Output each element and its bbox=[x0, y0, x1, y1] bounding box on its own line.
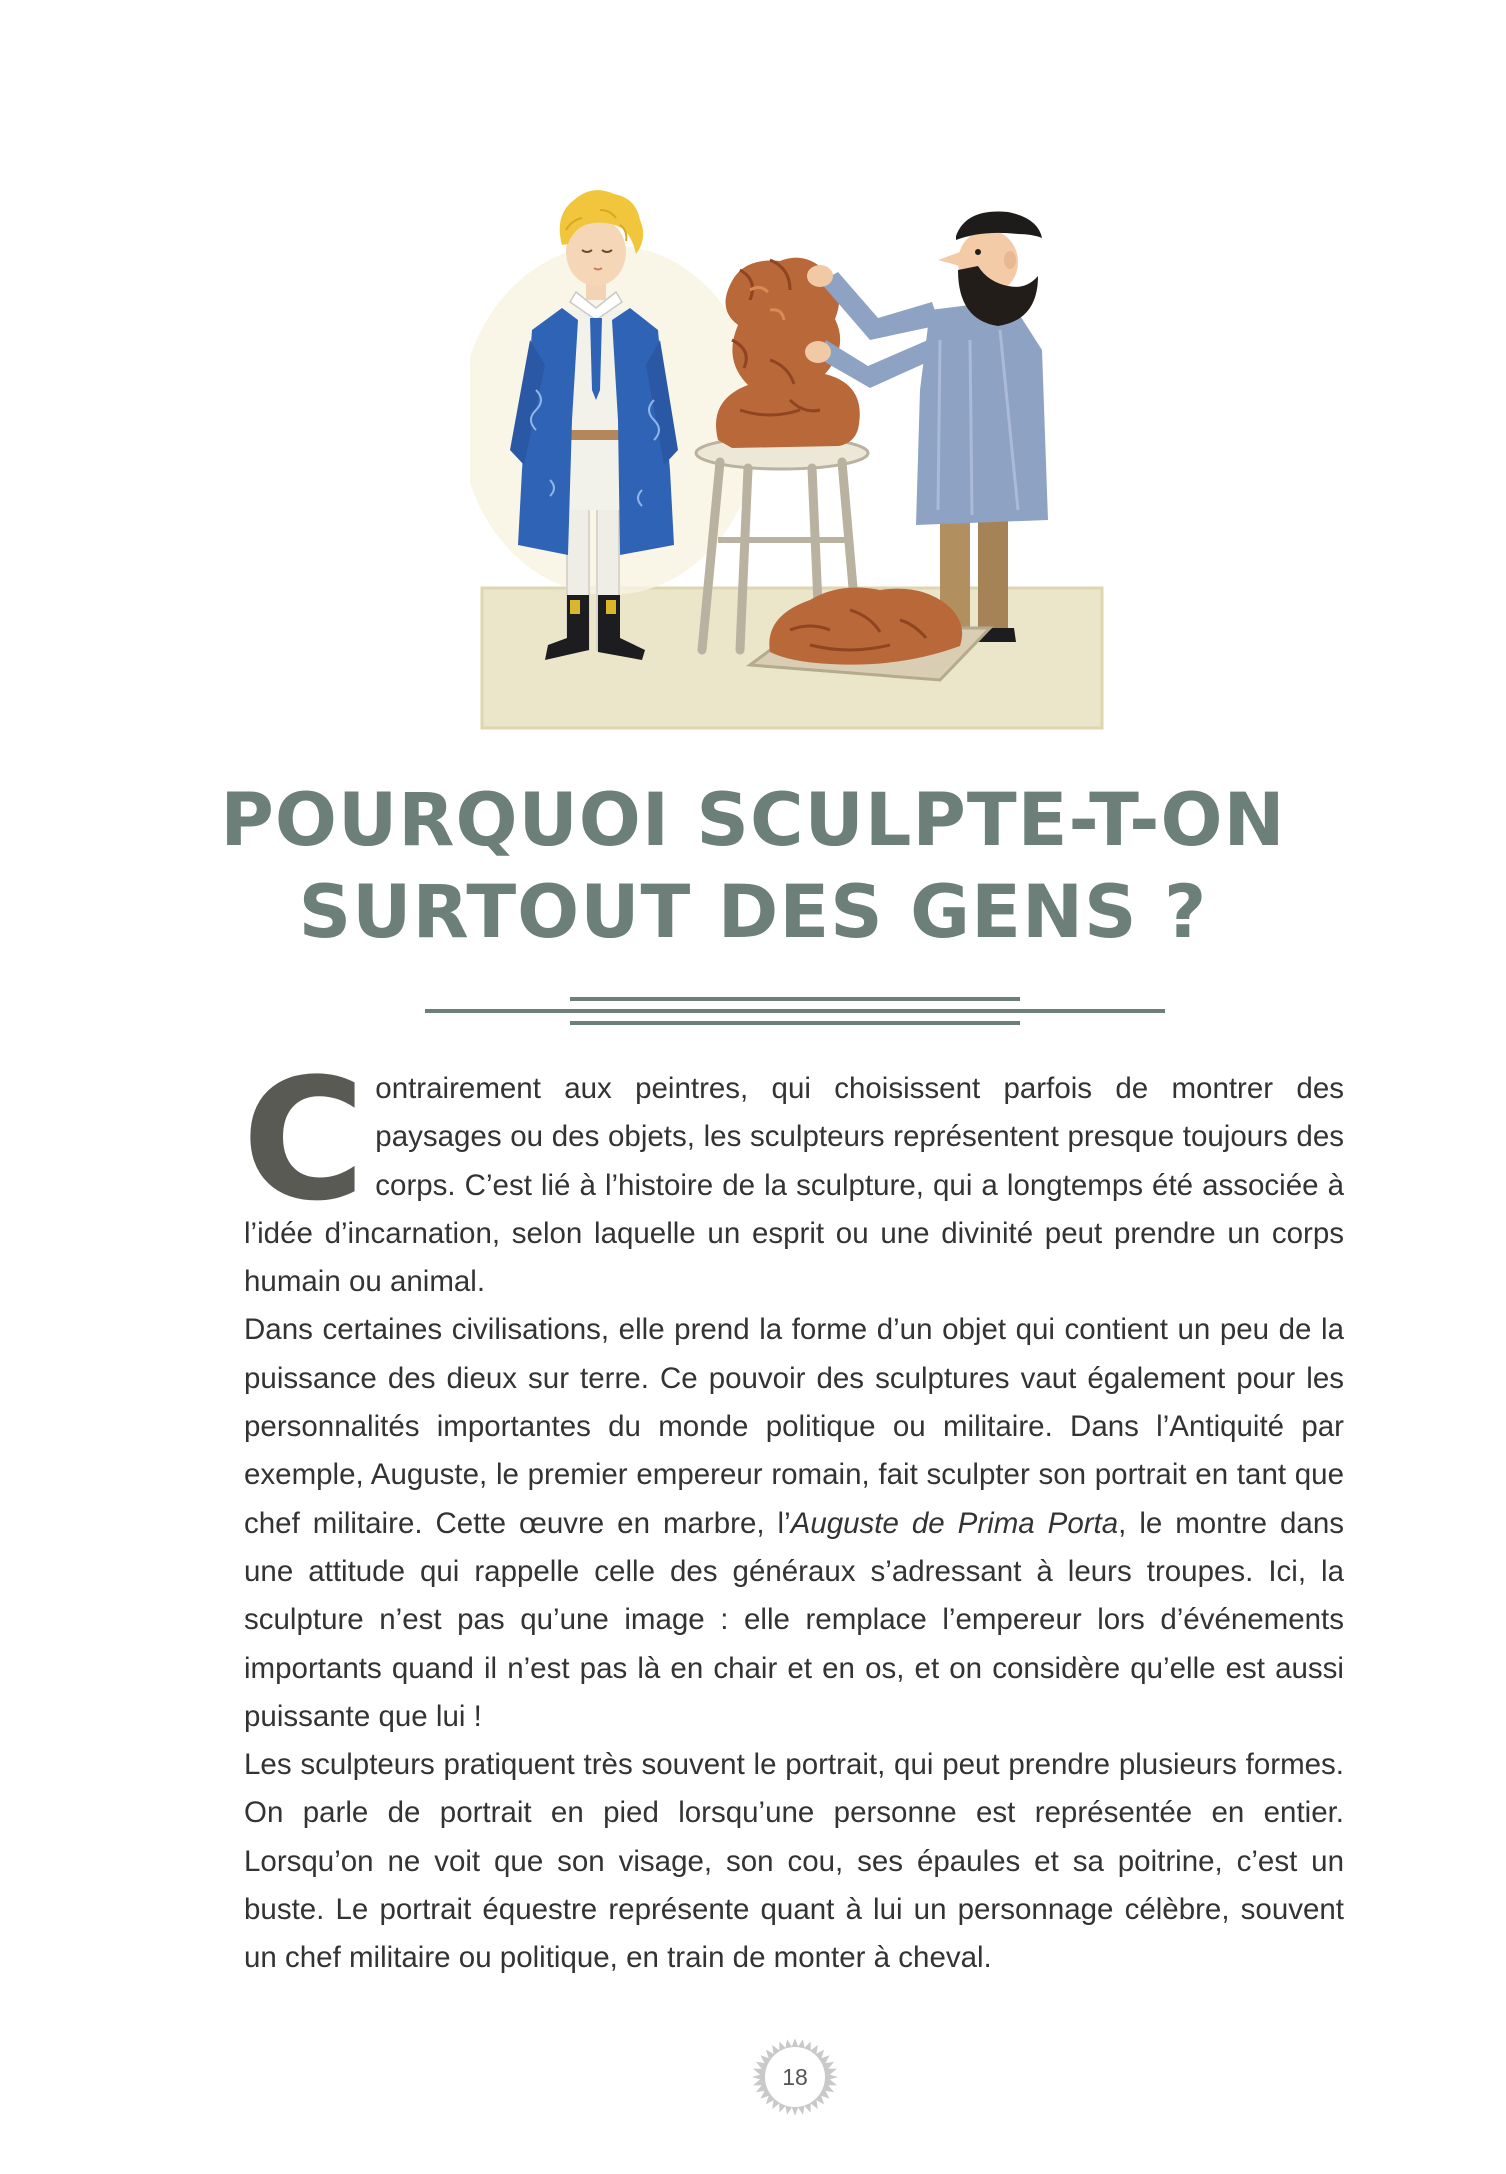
paragraph-2-text-start: Dans certaines civilisations, elle prend la forme d’un objet qui contient un peu de la puissance des dieux sur terre. Ce pouvoir des sculptures vaut également pour les personnalités importantes du monde politique ou militaire. Dans l’Antiquité par exemple, Auguste, le premier empereur romain, fait sculpter son portrait en tant que chef militaire. Cette œuvre en marbre, l’ bbox=[244, 1313, 1344, 1540]
paragraph-2-text-end: , le montre dans une attitude qui rappelle celle des généraux s’adressant à leurs troupes. Ici, la sculpture n’est pas qu’une image : elle remplace l’empereur lors d’événements importants quand il n’est pas là en chair et en os, et on considère qu’elle est aussi puissante que lui ! bbox=[244, 1506, 1344, 1733]
sculptor-illustration bbox=[470, 190, 1110, 740]
page-number-badge bbox=[752, 2034, 838, 2120]
title-line-1: POURQUOI SCULPTE-T-ON bbox=[220, 778, 1286, 863]
artwork-title: Auguste de Prima Porta bbox=[790, 1506, 1119, 1540]
article-body bbox=[242, 1042, 1344, 1983]
drop-cap: C bbox=[242, 1042, 366, 1238]
article-paragraph-2 bbox=[244, 1306, 1344, 1741]
article-paragraph-1 bbox=[242, 1042, 1344, 1306]
title-line-2: SURTOUT DES GENS ? bbox=[298, 870, 1208, 955]
paragraph-1-text: ontrairement aux peintres, qui choisissent parfois de montrer des paysages ou des objets, les sculpteurs représentent presque toujours des corps. C’est lié à l’histoire de la sculpture, qui a longtemps été associée à l’idée d’incarnation, selon laquelle un esprit ou une divinité peut prendre un corps humain ou animal. bbox=[244, 1072, 1344, 1299]
title-divider-ornament bbox=[425, 993, 1165, 1033]
page-title bbox=[0, 775, 1506, 959]
page-number: 18 bbox=[782, 2064, 808, 2090]
article-paragraph-3 bbox=[244, 1741, 1344, 1982]
paragraph-3-text: Les sculpteurs pratiquent très souvent le portrait, qui peut prendre plusieurs formes. On parle de portrait en pied lorsqu’une personne est représentée en entier. Lorsqu’on ne voit que son visage, son cou, ses épaules et sa poitrine, c’est un buste. Le portrait équestre représente quant à lui un personnage célèbre, souvent un chef militaire ou politique, en train de monter à cheval. bbox=[244, 1748, 1344, 1975]
